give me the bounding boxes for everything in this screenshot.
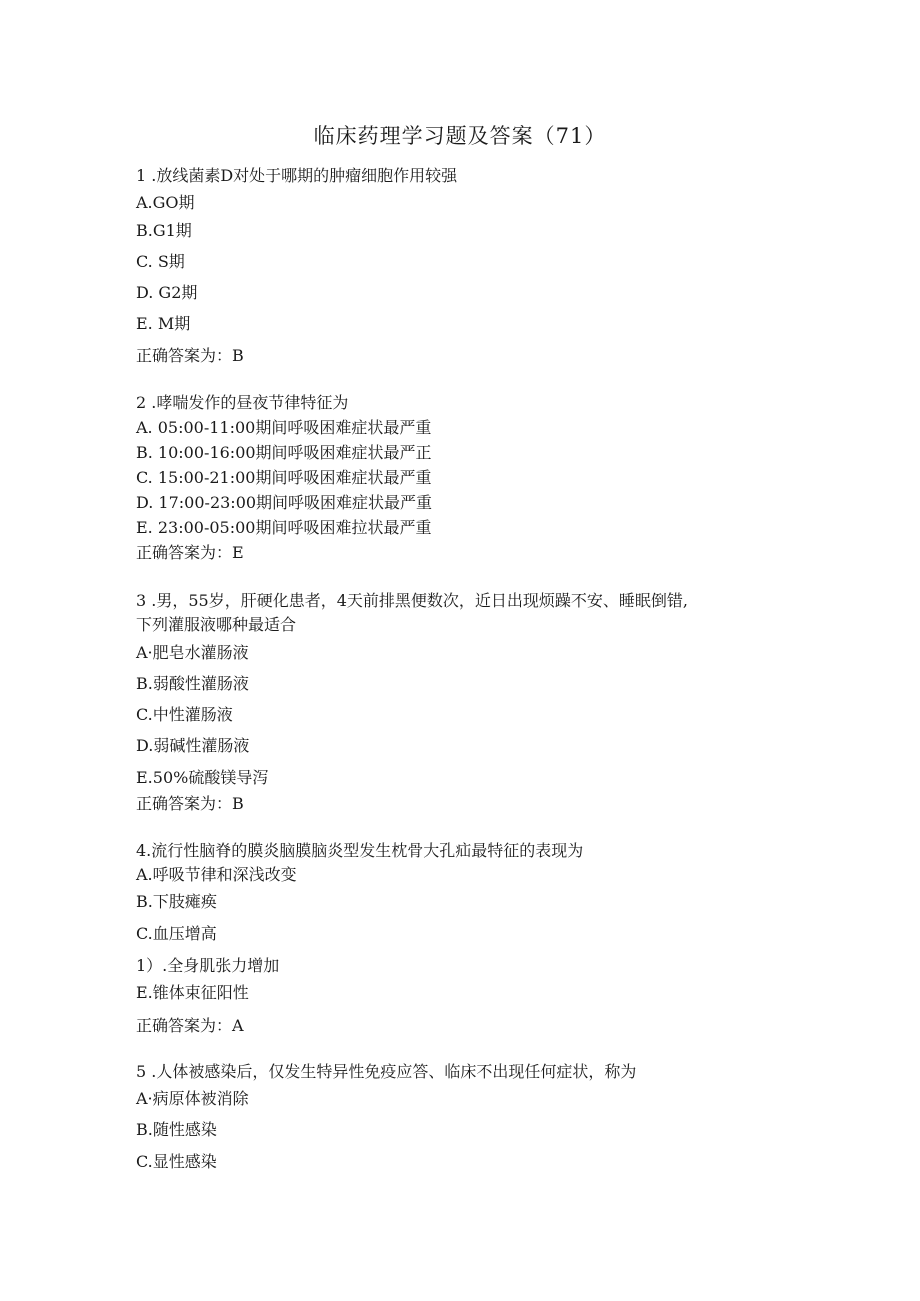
question-2-answer: 正确答案为：E bbox=[136, 543, 244, 562]
question-3-option-c: C.中性灌肠液 bbox=[136, 705, 233, 724]
question-5-stem: 5 .人体被感染后，仅发生特异性免疫应答、临床不出现任何症状，称为 bbox=[136, 1062, 637, 1081]
question-3-option-e: E.50%硫酸镁导泻 bbox=[136, 768, 269, 787]
question-1-stem: 1 .放线菌素D对处于哪期的肿瘤细胞作用较强 bbox=[136, 166, 458, 185]
question-1-option-a: A.GO期 bbox=[136, 193, 195, 212]
question-1-option-b: B.G1期 bbox=[136, 221, 192, 240]
question-3-option-b: B.弱酸性灌肠液 bbox=[136, 674, 249, 693]
question-2-option-d: D. 17:00-23:00期间呼吸困难症状最严重 bbox=[136, 493, 433, 512]
question-1-option-e: E. M期 bbox=[136, 314, 191, 333]
question-4-option-a: A.呼吸节律和深浅改变 bbox=[136, 865, 297, 884]
question-4-option-c: C.血压增高 bbox=[136, 924, 217, 943]
question-4-answer: 正确答案为：A bbox=[136, 1016, 244, 1035]
question-3-option-a: A·肥皂水灌肠液 bbox=[136, 643, 249, 662]
question-2-option-c: C. 15:00-21:00期间呼吸困难症状最严重 bbox=[136, 468, 432, 487]
question-3-stem-continued: 下列灌服液哪种最适合 bbox=[136, 615, 297, 634]
question-2-option-a: A. 05:00-11:00期间呼吸困难症状最严重 bbox=[136, 418, 432, 437]
question-4-option-d: 1）.全身肌张力增加 bbox=[136, 956, 280, 975]
question-3-answer: 正确答案为：B bbox=[136, 794, 244, 813]
question-3-stem: 3 .男，55岁，肝硬化患者，4天前排黑便数次，近日出现烦躁不安、睡眠倒错, bbox=[136, 591, 688, 610]
page-title: 临床药理学习题及答案（71） bbox=[313, 124, 607, 148]
question-1-answer: 正确答案为：B bbox=[136, 346, 244, 365]
question-2-stem: 2 .哮喘发作的昼夜节律特征为 bbox=[136, 393, 349, 412]
question-4-option-e: E.锥体束征阳性 bbox=[136, 983, 249, 1002]
question-5-option-a: A·病原体被消除 bbox=[136, 1089, 249, 1108]
question-2-option-e: E. 23:00-05:00期间呼吸困难拉状最严重 bbox=[136, 518, 432, 537]
question-1-option-c: C. S期 bbox=[136, 252, 185, 271]
question-5-option-b: B.随性感染 bbox=[136, 1120, 217, 1139]
question-2-option-b: B. 10:00-16:00期间呼吸困难症状最严正 bbox=[136, 443, 432, 462]
question-4-option-b: B.下肢瘫痪 bbox=[136, 892, 217, 911]
question-3-option-d: D.弱碱性灌肠液 bbox=[136, 736, 250, 755]
question-5-option-c: C.显性感染 bbox=[136, 1152, 217, 1171]
question-4-stem: 4.流行性脑脊的膜炎脑膜脑炎型发生枕骨大孔疝最特征的表现为 bbox=[136, 841, 584, 860]
question-1-option-d: D. G2期 bbox=[136, 283, 198, 302]
